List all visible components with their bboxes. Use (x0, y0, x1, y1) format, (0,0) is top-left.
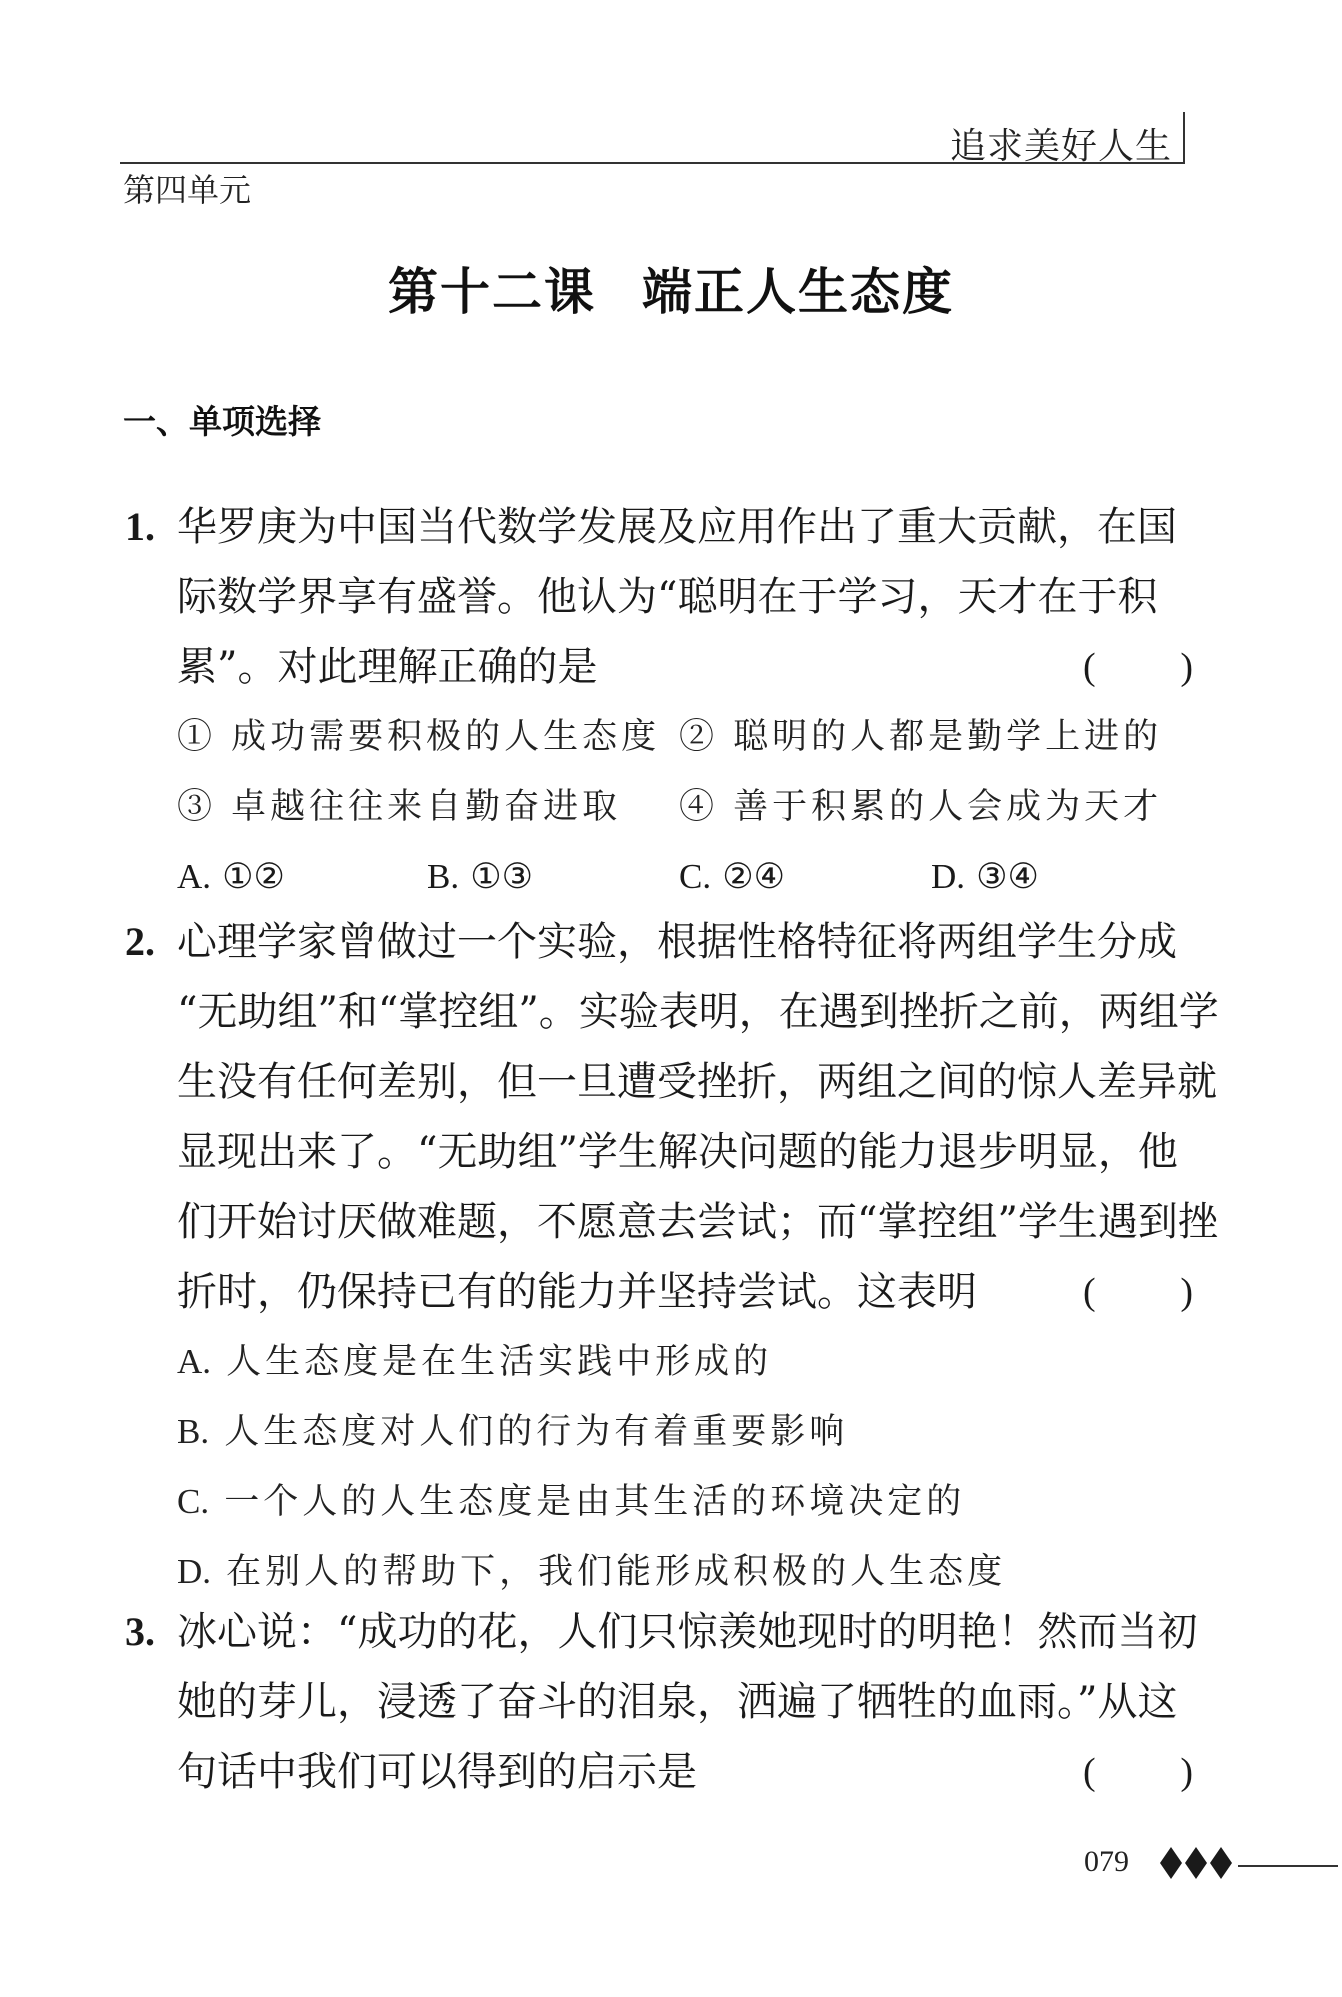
choice-a[interactable] (123, 1327, 1193, 1397)
choice-text: 一个人的人生态度是由其生活的环境决定的 (224, 1482, 966, 1522)
choice-d[interactable] (931, 842, 1039, 912)
question-text: 折时，仍保持已有的能力并坚持尝试。这表明 (177, 1269, 977, 1315)
choice-letter: C. (679, 857, 712, 896)
choice-row (123, 842, 1193, 912)
choice-letter: D. (177, 1552, 212, 1591)
choice-letter: A. (177, 1342, 212, 1381)
choice-text: ②④ (722, 857, 786, 897)
question-line (123, 1257, 1193, 1327)
statement: ① 成功需要积极的人生态度 (177, 717, 661, 757)
question-line (123, 1117, 1193, 1187)
choice-b[interactable] (427, 842, 533, 912)
choice-letter: B. (177, 1412, 210, 1451)
answer-blank[interactable] (1083, 632, 1193, 702)
statement: ③ 卓越往往来自勤奋进取 (177, 787, 622, 827)
question-line (123, 632, 1193, 702)
lesson-title (0, 252, 1342, 324)
question-text: 们开始讨厌做难题，不愿意去尝试；而“掌控组”学生遇到挫 (177, 1199, 1218, 1245)
question-line (123, 562, 1193, 632)
question-text: 累”。对此理解正确的是 (177, 644, 598, 690)
running-header-title: 追求美好人生 (949, 126, 1172, 167)
choice-text: ③④ (976, 857, 1039, 897)
choice-text: ①③ (470, 857, 534, 897)
question-text: 生没有任何差别，但一旦遭受挫折，两组之间的惊人差异就 (177, 1059, 1217, 1105)
question-line (123, 1187, 1218, 1257)
header-rule (120, 162, 1185, 164)
lesson-name: 端正人生态度 (642, 263, 954, 321)
choice-a[interactable] (177, 842, 285, 912)
question-text: 她的芽儿，浸透了奋斗的泪泉，洒遍了牺牲的血雨。”从这 (177, 1679, 1178, 1725)
question-text: 华罗庚为中国当代数学发展及应用作出了重大贡献，在国 (177, 504, 1177, 550)
diamonds-ornament-icon (1160, 1843, 1234, 1883)
paren-open: ( (1083, 1271, 1096, 1313)
question-2 (123, 907, 1219, 1607)
footer-rule (1238, 1865, 1338, 1867)
question-number: 3. (125, 1609, 155, 1654)
paren-close: ) (1180, 1751, 1193, 1793)
choice-letter: C. (177, 1482, 210, 1521)
choice-letter: D. (931, 857, 966, 896)
page-number: 079 (1084, 1845, 1129, 1878)
unit-label: 第四单元 (123, 171, 252, 209)
statement-row (123, 702, 1193, 772)
choice-text: 人生态度对人们的行为有着重要影响 (224, 1412, 849, 1452)
paren-close: ) (1180, 1271, 1193, 1313)
section-heading: 一、单项选择 (123, 402, 321, 441)
question-text: 际数学界享有盛誉。他认为“聪明在于学习，天才在于积 (177, 574, 1158, 620)
choice-letter: B. (427, 857, 460, 896)
question-1 (123, 492, 1193, 912)
statement: ② 聪明的人都是勤学上进的 (679, 717, 1163, 757)
statement: ④ 善于积累的人会成为天才 (679, 787, 1163, 827)
choice-b[interactable] (123, 1397, 1193, 1467)
statement-row (123, 772, 1193, 842)
paren-close: ) (1180, 646, 1193, 688)
answer-blank[interactable] (1083, 1257, 1193, 1327)
question-number: 2. (125, 919, 155, 964)
question-number: 1. (125, 504, 155, 549)
choice-c[interactable] (679, 842, 785, 912)
question-text: 冰心说：“成功的花，人们只惊羡她现时的明艳！然而当初 (177, 1609, 1198, 1655)
question-text: 句话中我们可以得到的启示是 (177, 1749, 697, 1795)
choice-letter: A. (177, 857, 212, 896)
paren-open: ( (1083, 646, 1096, 688)
choice-text: 人生态度是在生活实践中形成的 (226, 1342, 773, 1382)
question-text: “无助组”和“掌控组”。实验表明，在遇到挫折之前，两组学 (177, 989, 1219, 1035)
question-line (123, 492, 1193, 562)
choice-text: ①② (222, 857, 285, 897)
lesson-number: 第十二课 (388, 263, 596, 321)
paren-open: ( (1083, 1751, 1096, 1793)
choice-text: 在别人的帮助下，我们能形成积极的人生态度 (226, 1552, 1007, 1592)
question-text: 显现出来了。“无助组”学生解决问题的能力退步明显，他 (177, 1129, 1178, 1175)
question-line (123, 977, 1219, 1047)
question-text: 心理学家曾做过一个实验，根据性格特征将两组学生分成 (177, 919, 1177, 965)
header-vertical-rule (1183, 112, 1185, 162)
question-line (123, 1047, 1217, 1117)
question-line (123, 1667, 1193, 1737)
question-line (123, 1737, 1193, 1807)
answer-blank[interactable] (1083, 1737, 1193, 1807)
question-line (123, 1597, 1198, 1667)
choice-c[interactable] (123, 1467, 1193, 1537)
question-3 (123, 1597, 1198, 1807)
question-line (123, 907, 1193, 977)
